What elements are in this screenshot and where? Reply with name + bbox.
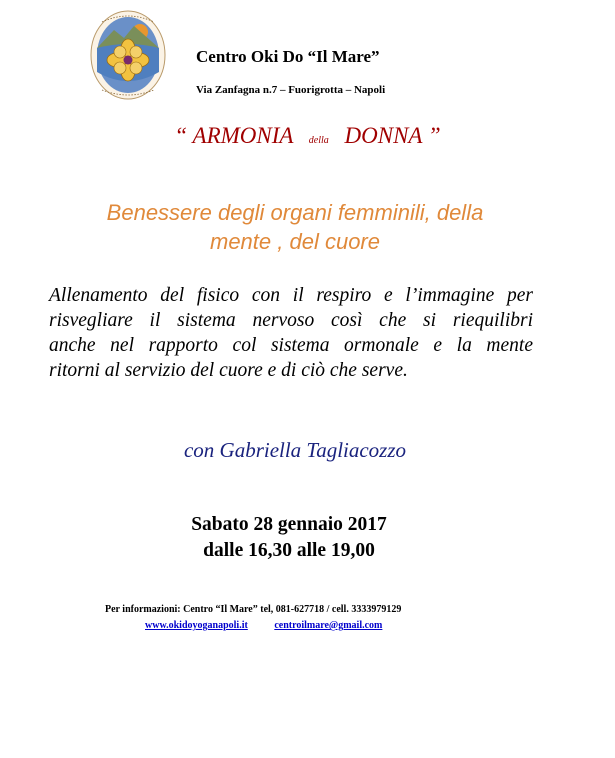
contact-links: [145, 620, 382, 631]
event-title-part1: “ ARMONIA: [174, 123, 294, 148]
event-title-part2: DONNA ”: [344, 123, 441, 148]
event-teacher: con Gabriella Tagliacozzo: [183, 438, 407, 462]
event-subtitle: [0, 198, 590, 256]
description-line: anche nel rapporto col sistema ormonale e la mente: [49, 335, 533, 356]
event-date: Sabato 28 gennaio 2017: [191, 514, 387, 535]
subtitle-line: Benessere degli organi femminili, della: [106, 200, 484, 225]
event-title-small: della: [308, 135, 329, 146]
description-line: Allenamento del fisico con il respiro e l’immagine per: [49, 285, 533, 306]
email-link[interactable]: centroilmare@gmail.com: [274, 620, 383, 631]
event-description: [49, 283, 533, 383]
event-time: dalle 16,30 alle 19,00: [203, 540, 375, 561]
description-line: ritorni al servizio del cuore e di ciò che serve.: [49, 360, 408, 381]
website-link[interactable]: www.okidoyoganapoli.it: [145, 620, 248, 631]
description-line: risvegliare il sistema nervoso così che si riequilibri: [49, 310, 533, 331]
event-schedule: [0, 512, 578, 564]
flower-logo-icon: [88, 8, 168, 102]
organization-address: Via Zanfagna n.7 – Fuorigrotta – Napoli: [196, 84, 386, 96]
oki-do-logo: [88, 8, 168, 102]
organization-name: Centro Oki Do “Il Mare”: [196, 47, 380, 66]
contact-info: Per informazioni: Centro “Il Mare” tel, 081-627718 / cell. 3333979129: [105, 604, 402, 615]
event-title: [0, 123, 615, 149]
subtitle-line: mente , del cuore: [210, 229, 380, 254]
